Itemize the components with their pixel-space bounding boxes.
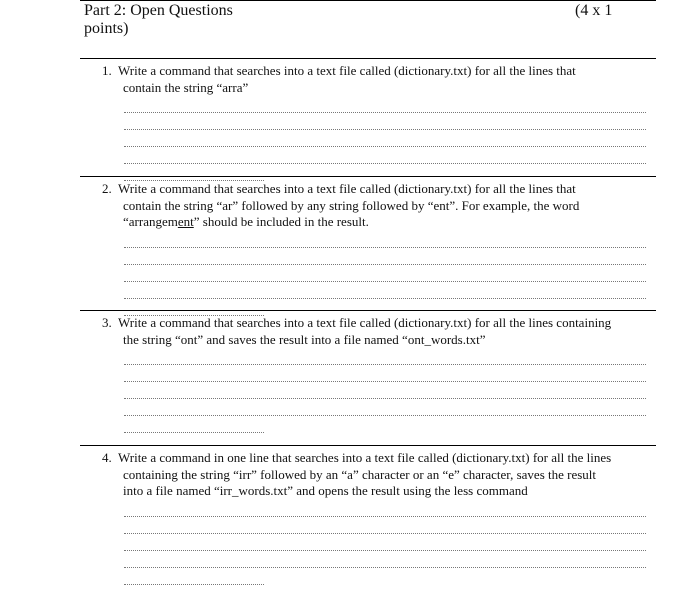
question-line	[102, 214, 646, 231]
answer-line[interactable]	[124, 517, 646, 534]
answer-area[interactable]	[80, 500, 656, 585]
answer-line[interactable]	[124, 130, 646, 147]
question-text	[102, 181, 646, 231]
answer-line[interactable]	[124, 113, 646, 130]
answer-line[interactable]	[124, 399, 646, 416]
question-divider	[80, 58, 656, 59]
top-rule	[80, 0, 656, 1]
answer-line[interactable]	[124, 382, 646, 399]
question-number: 2.	[102, 181, 112, 196]
question-line: into a file named “irr_words.txt” and opens the result using the less command	[123, 483, 528, 498]
question-2	[80, 176, 656, 316]
points-label: (4 x 1	[575, 2, 613, 19]
answer-line[interactable]	[124, 551, 646, 568]
question-line: Write a command that searches into a text file called (dictionary.txt) for all the lines that	[118, 63, 576, 78]
question-text	[102, 63, 646, 96]
answer-line[interactable]	[124, 500, 646, 517]
question-divider	[80, 176, 656, 177]
question-line-part: “arrangem	[123, 214, 178, 229]
answer-area[interactable]	[80, 231, 656, 316]
question-line: contain the string “ar” followed by any string followed by “ent”. For example, the word	[123, 197, 580, 213]
answer-area[interactable]	[80, 96, 656, 181]
question-number: 3.	[102, 315, 112, 330]
answer-line[interactable]	[124, 147, 646, 164]
answer-line[interactable]	[124, 282, 646, 299]
question-text	[102, 315, 646, 348]
answer-area[interactable]	[80, 348, 656, 433]
question-4	[80, 445, 656, 585]
question-text	[102, 450, 646, 500]
answer-line[interactable]	[124, 568, 264, 585]
answer-line[interactable]	[124, 248, 646, 265]
answer-line[interactable]	[124, 96, 646, 113]
question-divider	[80, 445, 656, 446]
answer-line[interactable]	[124, 231, 646, 248]
question-line: containing the string “irr” followed by an “a” character or an “e” character, saves the result	[123, 466, 597, 482]
answer-line[interactable]	[124, 265, 646, 282]
part-title-text: Part 2: Open Questions	[84, 2, 233, 19]
question-line: Write a command that searches into a text file called (dictionary.txt) for all the lines that	[118, 181, 576, 196]
answer-line[interactable]	[124, 534, 646, 551]
answer-line[interactable]	[124, 365, 646, 382]
question-number: 4.	[102, 450, 112, 465]
question-line-part: ” should be included in the result.	[193, 214, 369, 229]
points-continuation: points)	[84, 20, 129, 37]
question-number: 1.	[102, 63, 112, 78]
part-title	[84, 2, 233, 38]
question-divider	[80, 310, 656, 311]
underlined-text: ent	[177, 214, 194, 229]
question-line: contain the string “arra”	[123, 79, 249, 95]
question-line: Write a command that searches into a text file called (dictionary.txt) for all the lines containing	[118, 315, 612, 330]
question-3	[80, 310, 656, 433]
question-line: the string “ont” and saves the result into a file named “ont_words.txt”	[123, 331, 486, 347]
question-line: Write a command in one line that searches into a text file called (dictionary.txt) for all the lines	[118, 450, 612, 465]
answer-line[interactable]	[124, 348, 646, 365]
answer-line[interactable]	[124, 416, 264, 433]
question-1	[80, 58, 656, 181]
